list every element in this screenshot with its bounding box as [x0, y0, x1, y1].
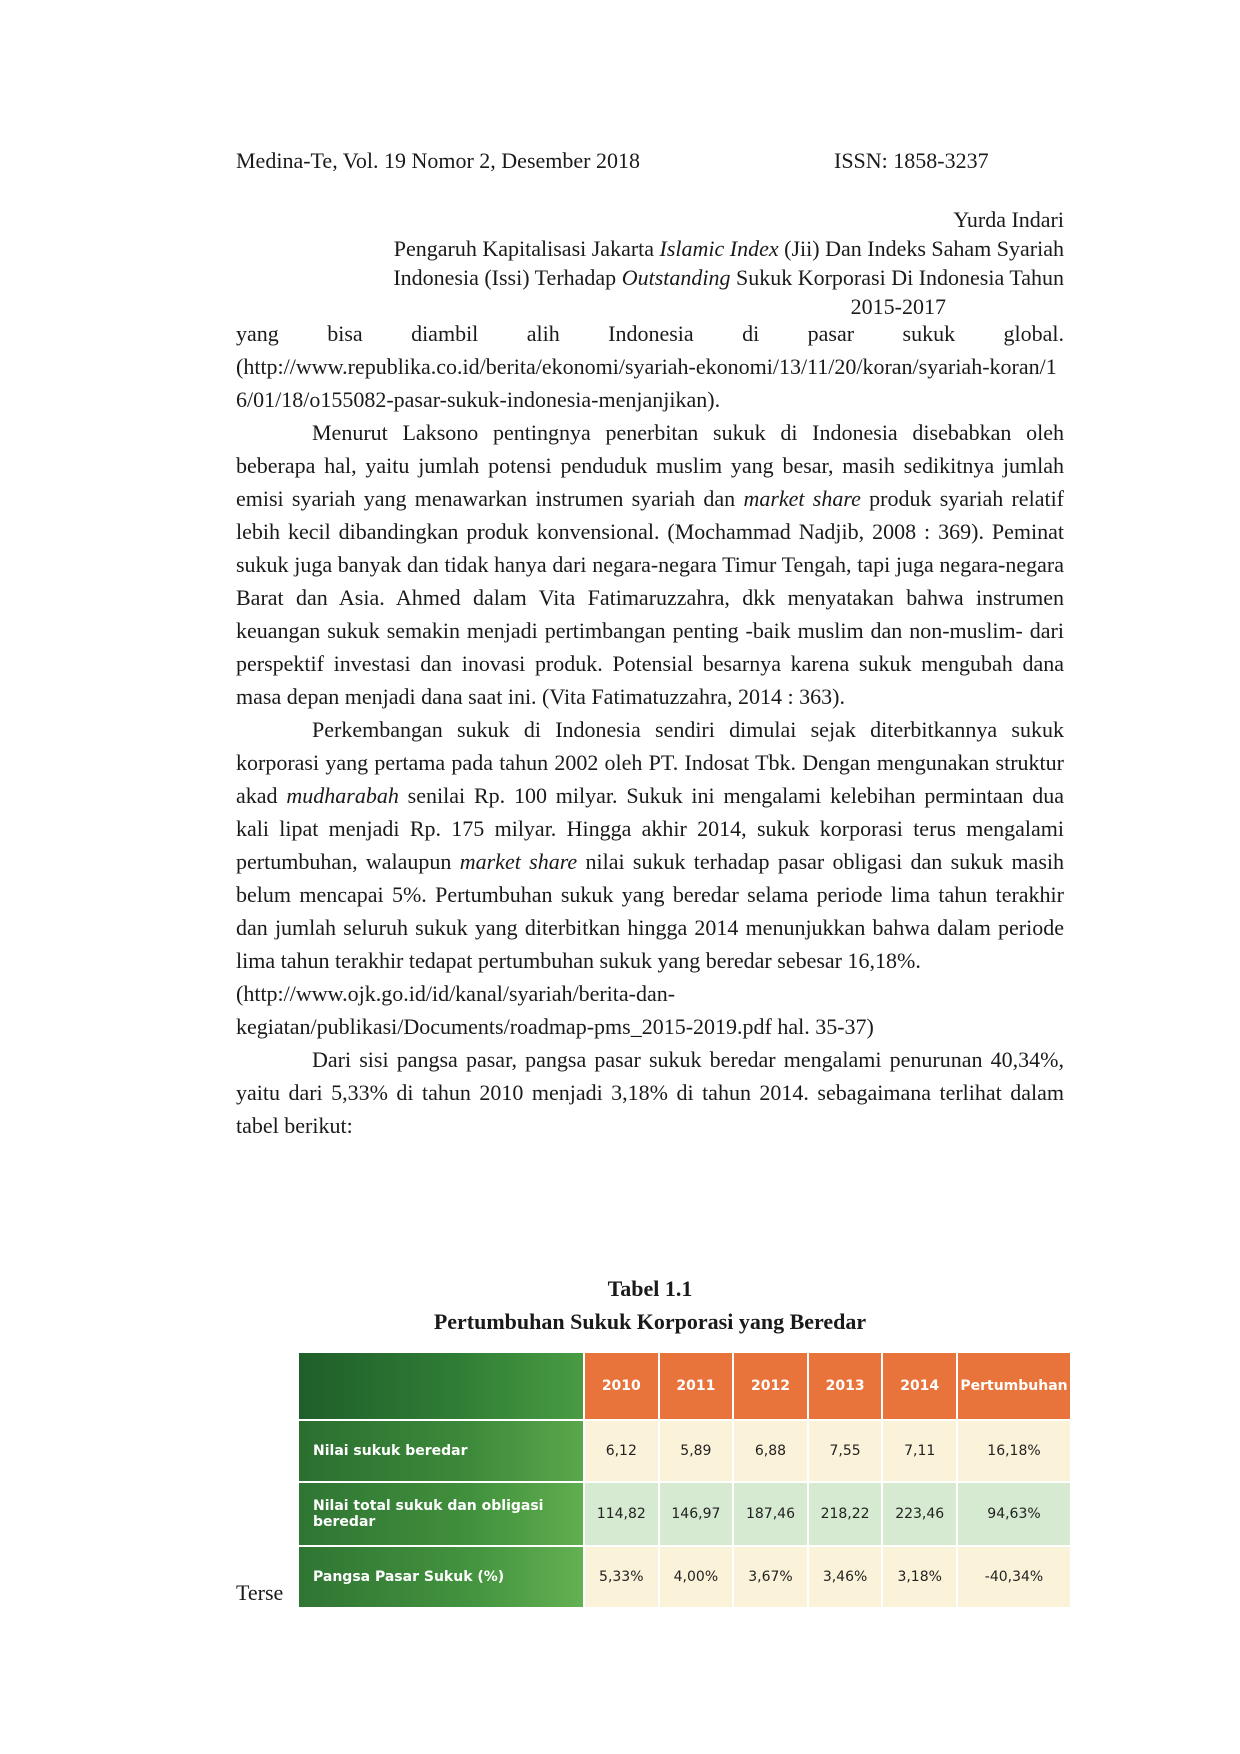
table-row [298, 1482, 1071, 1546]
table-cell: 187,46 [733, 1482, 808, 1546]
paragraph: Dari sisi pangsa pasar, pangsa pasar sukuk beredar mengalami penurunan 40,34%, yaitu dari 5,33% di tahun 2010 menjadi 3,18% di tahun 2014. sebagaimana terlihat dalam tabel berikut: [236, 1047, 1064, 1138]
table-row [298, 1546, 1071, 1608]
running-head [236, 205, 1064, 321]
text-run: senilai Rp. 100 milyar. Sukuk ini mengalami kelebihan permintaan dua kali lipat menjadi Rp. 175 milyar. Hingga akhir 2014, sukuk korporasi terus mengalami pertumbuhan, walaupun [236, 783, 1064, 874]
sukuk-growth-table [297, 1351, 1072, 1609]
title-text: Pengaruh Kapitalisasi Jakarta [393, 236, 660, 261]
table-title: Pertumbuhan Sukuk Korporasi yang Beredar [433, 1309, 867, 1334]
article-title-line-1 [236, 234, 1064, 263]
article-title-years: 2015-2017 [850, 294, 946, 319]
title-italic: Outstanding [621, 265, 731, 290]
column-header: Pertumbuhan [957, 1352, 1071, 1420]
table-cell: 114,82 [584, 1482, 659, 1546]
text-run: Perkembangan sukuk di Indonesia sendiri dimulai sejak diterbitkannya sukuk korporasi yang pertama pada tahun 2002 oleh PT. Indosat Tbk. Dengan mengunakan struktur akad [236, 717, 1064, 808]
table-cell: 6,88 [733, 1420, 808, 1482]
row-label: Nilai sukuk beredar [298, 1420, 584, 1482]
title-text: Sukuk Korporasi Di Indonesia Tahun [730, 265, 1064, 290]
body-text [236, 317, 1064, 1142]
paragraph [236, 713, 1064, 977]
table-cell: -40,34% [957, 1546, 1071, 1608]
column-header: 2010 [584, 1352, 659, 1420]
issn: ISSN: 1858-3237 [834, 148, 989, 173]
title-text: Indonesia (Issi) Terhadap [393, 265, 622, 290]
table-number: Tabel 1.1 [607, 1276, 693, 1301]
italic-term: market share [459, 849, 578, 874]
table-cell: 5,89 [659, 1420, 734, 1482]
paragraph-continued: yang bisa diambil alih Indonesia di pasar sukuk global. [236, 321, 1064, 346]
article-title-line-2 [236, 263, 1064, 292]
column-header: 2012 [733, 1352, 808, 1420]
table-cell: 3,46% [808, 1546, 883, 1608]
author-name: Yurda Indari [953, 207, 1064, 232]
table-caption [236, 1272, 1064, 1338]
text-run: produk syariah relatif lebih kecil dibandingkan produk konvensional. (Mochammad Nadjib, 2008 : 369). Peminat sukuk juga banyak dan tidak hanya dari negara-negara Timur Tengah, tapi juga negara-negara Barat dan Asia. Ahmed dalam Vita Fatimaruzzahra, dkk menyatakan bahwa instrumen keuangan sukuk semakin menjadi pertimbangan penting -baik muslim dan non-muslim- dari perspektif investasi dan inovasi produk. Potensial besarnya karena sukuk mengubah dana masa depan menjadi dana saat ini. (Vita Fatimatuzzahra, 2014 : 363). [236, 486, 1065, 709]
table-cell: 3,67% [733, 1546, 808, 1608]
table-corner [298, 1352, 584, 1420]
footer-fragment: Terse [236, 1580, 284, 1605]
column-header: 2014 [882, 1352, 957, 1420]
table-row [298, 1420, 1071, 1482]
table-cell: 218,22 [808, 1482, 883, 1546]
paragraph [236, 416, 1064, 713]
text-run: Menurut Laksono pentingnya penerbitan sukuk di Indonesia disebabkan oleh beberapa hal, yaitu jumlah potensi penduduk muslim yang besar, masih sedikitnya jumlah emisi syariah yang menawarkan instrumen syariah dan [236, 420, 1064, 511]
italic-term: market share [743, 486, 861, 511]
table-cell: 7,55 [808, 1420, 883, 1482]
table-cell: 223,46 [882, 1482, 957, 1546]
table-cell: 7,11 [882, 1420, 957, 1482]
citation-url: (http://www.republika.co.id/berita/ekonomi/syariah-ekonomi/13/11/20/koran/syariah-koran/16/01/18/o155082-pasar-sukuk-indonesia-menjanjikan). [236, 354, 1057, 412]
row-label: Pangsa Pasar Sukuk (%) [298, 1546, 584, 1608]
table-header-row [298, 1352, 1071, 1420]
table-cell: 4,00% [659, 1546, 734, 1608]
citation-url: (http://www.ojk.go.id/id/kanal/syariah/berita-dan- [236, 981, 676, 1006]
table-cell: 6,12 [584, 1420, 659, 1482]
title-italic: Islamic Index [659, 236, 779, 261]
table-cell: 94,63% [957, 1482, 1071, 1546]
title-text: (Jii) Dan Indeks Saham Syariah [778, 236, 1064, 261]
column-header: 2013 [808, 1352, 883, 1420]
text-run: nilai sukuk terhadap pasar obligasi dan sukuk masih belum mencapai 5%. Pertumbuhan sukuk yang beredar selama periode lima tahun terakhir dan jumlah seluruh sukuk yang diterbitkan hingga 2014 menunjukkan bahwa dalam periode lima tahun terakhir tedapat pertumbuhan sukuk yang beredar sebesar 16,18%. [236, 849, 1064, 973]
journal-citation: Medina-Te, Vol. 19 Nomor 2, Desember 2018 [236, 148, 640, 173]
table-cell: 5,33% [584, 1546, 659, 1608]
row-label: Nilai total sukuk dan obligasi beredar [298, 1482, 584, 1546]
italic-term: mudharabah [286, 783, 399, 808]
table-cell: 16,18% [957, 1420, 1071, 1482]
column-header: 2011 [659, 1352, 734, 1420]
table-cell: 146,97 [659, 1482, 734, 1546]
table-cell: 3,18% [882, 1546, 957, 1608]
citation-url: kegiatan/publikasi/Documents/roadmap-pms_2015-2019.pdf hal. 35-37) [236, 1014, 874, 1039]
